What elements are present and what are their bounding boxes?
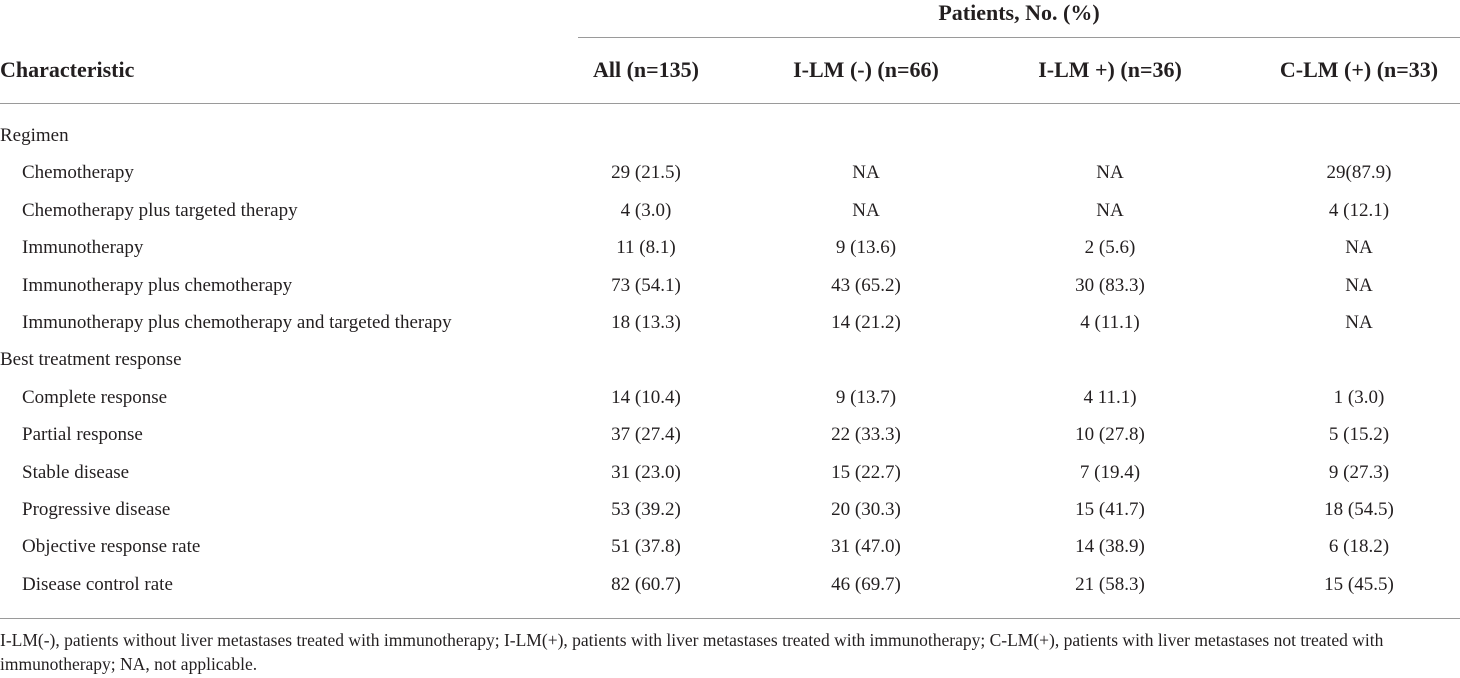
cell-all: 14 (10.4): [611, 386, 681, 408]
row-label: Progressive disease: [22, 499, 171, 520]
cell-ilm-negative: 15 (22.7): [831, 461, 901, 483]
cell-clm-positive: 4 (12.1): [1328, 199, 1390, 221]
cell-clm-positive: 15 (45.5): [1324, 573, 1394, 595]
cell-all: 31 (23.0): [611, 461, 681, 483]
cell-ilm-negative: 46 (69.7): [831, 573, 901, 595]
header-rule: [0, 103, 1460, 104]
cell-all: 53 (39.2): [611, 499, 681, 520]
column-header-ilm-positive: I-LM +) (n=36): [1038, 57, 1182, 82]
row-label: Immunotherapy plus chemotherapy and targeted therapy: [22, 312, 452, 333]
cell-all: 37 (27.4): [611, 424, 681, 446]
cell-ilm-positive: 10 (27.8): [1075, 424, 1145, 446]
row-label: Partial response: [22, 424, 143, 446]
cell-ilm-negative: NA: [852, 162, 880, 184]
row-label: Chemotherapy plus targeted therapy: [22, 199, 298, 221]
cell-all: 18 (13.3): [611, 312, 681, 333]
row-label: Chemotherapy: [22, 162, 134, 184]
group-header-patients: Patients, No. (%): [938, 0, 1100, 25]
table-row: [0, 498, 1460, 528]
cell-ilm-positive: 4 11.1): [1083, 386, 1137, 408]
group-header-rule: [578, 37, 1460, 38]
table-row: [0, 161, 1460, 191]
table-row: [0, 311, 1460, 341]
cell-ilm-positive: 2 (5.6): [1084, 237, 1136, 259]
column-header-characteristic: Characteristic: [0, 57, 135, 82]
row-label: Stable disease: [22, 461, 130, 483]
cell-all: 4 (3.0): [620, 199, 672, 221]
cell-ilm-negative: 14 (21.2): [831, 312, 901, 333]
row-label: Immunotherapy: [22, 237, 144, 259]
cell-ilm-positive: 30 (83.3): [1075, 274, 1145, 296]
cell-all: 82 (60.7): [611, 573, 681, 595]
table-row: [0, 199, 1460, 229]
table-row: [0, 461, 1460, 491]
column-header-all: All (n=135): [592, 57, 700, 82]
cell-ilm-negative: 43 (65.2): [831, 274, 901, 296]
cell-clm-positive: NA: [1345, 237, 1373, 259]
column-header-ilm-negative: I-LM (-) (n=66): [793, 57, 939, 82]
cell-ilm-positive: 14 (38.9): [1075, 536, 1145, 558]
row-label: Immunotherapy plus chemotherapy: [22, 274, 293, 296]
cell-clm-positive: 29(87.9): [1326, 162, 1392, 184]
cell-all: 29 (21.5): [611, 162, 681, 184]
cell-ilm-negative: 20 (30.3): [831, 499, 901, 520]
table-row: [0, 386, 1460, 416]
cell-ilm-positive: NA: [1096, 162, 1124, 184]
cell-ilm-positive: 21 (58.3): [1075, 573, 1145, 595]
cell-clm-positive: NA: [1345, 312, 1373, 333]
cell-all: 11 (8.1): [616, 237, 676, 259]
table-row: [0, 573, 1460, 603]
cell-ilm-negative: 9 (13.7): [835, 386, 897, 408]
cell-clm-positive: NA: [1345, 274, 1373, 296]
cell-clm-positive: 1 (3.0): [1333, 386, 1385, 408]
table-footnote: I-LM(-), patients without liver metastases treated with immunotherapy; I-LM(+), patients with liver metastases treated with immunotherapy; C-LM(+), patients with liver metastases not treated with immunotherapy; NA, not applicable.: [0, 630, 1384, 674]
section-label: Regimen: [0, 125, 69, 146]
section-row: [0, 124, 1460, 154]
cell-ilm-negative: 9 (13.6): [835, 237, 897, 259]
cell-ilm-negative: NA: [852, 199, 880, 221]
cell-ilm-positive: 7 (19.4): [1079, 461, 1141, 483]
cell-ilm-positive: 4 (11.1): [1080, 312, 1140, 333]
table-row: [0, 423, 1460, 453]
cell-ilm-positive: 15 (41.7): [1075, 499, 1145, 520]
table-row: [0, 236, 1460, 266]
section-label: Best treatment response: [0, 349, 182, 371]
row-label: Objective response rate: [22, 536, 201, 558]
table-row: [0, 535, 1460, 565]
row-label: Complete response: [22, 386, 168, 408]
cell-ilm-positive: NA: [1096, 199, 1124, 221]
row-label: Disease control rate: [22, 573, 173, 595]
cell-ilm-negative: 31 (47.0): [831, 536, 901, 558]
cell-all: 51 (37.8): [611, 536, 681, 558]
cell-clm-positive: 18 (54.5): [1324, 499, 1394, 520]
column-header-clm-positive: C-LM (+) (n=33): [1279, 57, 1439, 82]
cell-all: 73 (54.1): [611, 274, 681, 296]
table-row: [0, 274, 1460, 304]
cell-clm-positive: 5 (15.2): [1328, 424, 1390, 446]
cell-clm-positive: 9 (27.3): [1328, 461, 1390, 483]
cell-clm-positive: 6 (18.2): [1328, 536, 1390, 558]
section-row: [0, 348, 1460, 378]
cell-ilm-negative: 22 (33.3): [831, 424, 901, 446]
bottom-rule: [0, 618, 1460, 619]
